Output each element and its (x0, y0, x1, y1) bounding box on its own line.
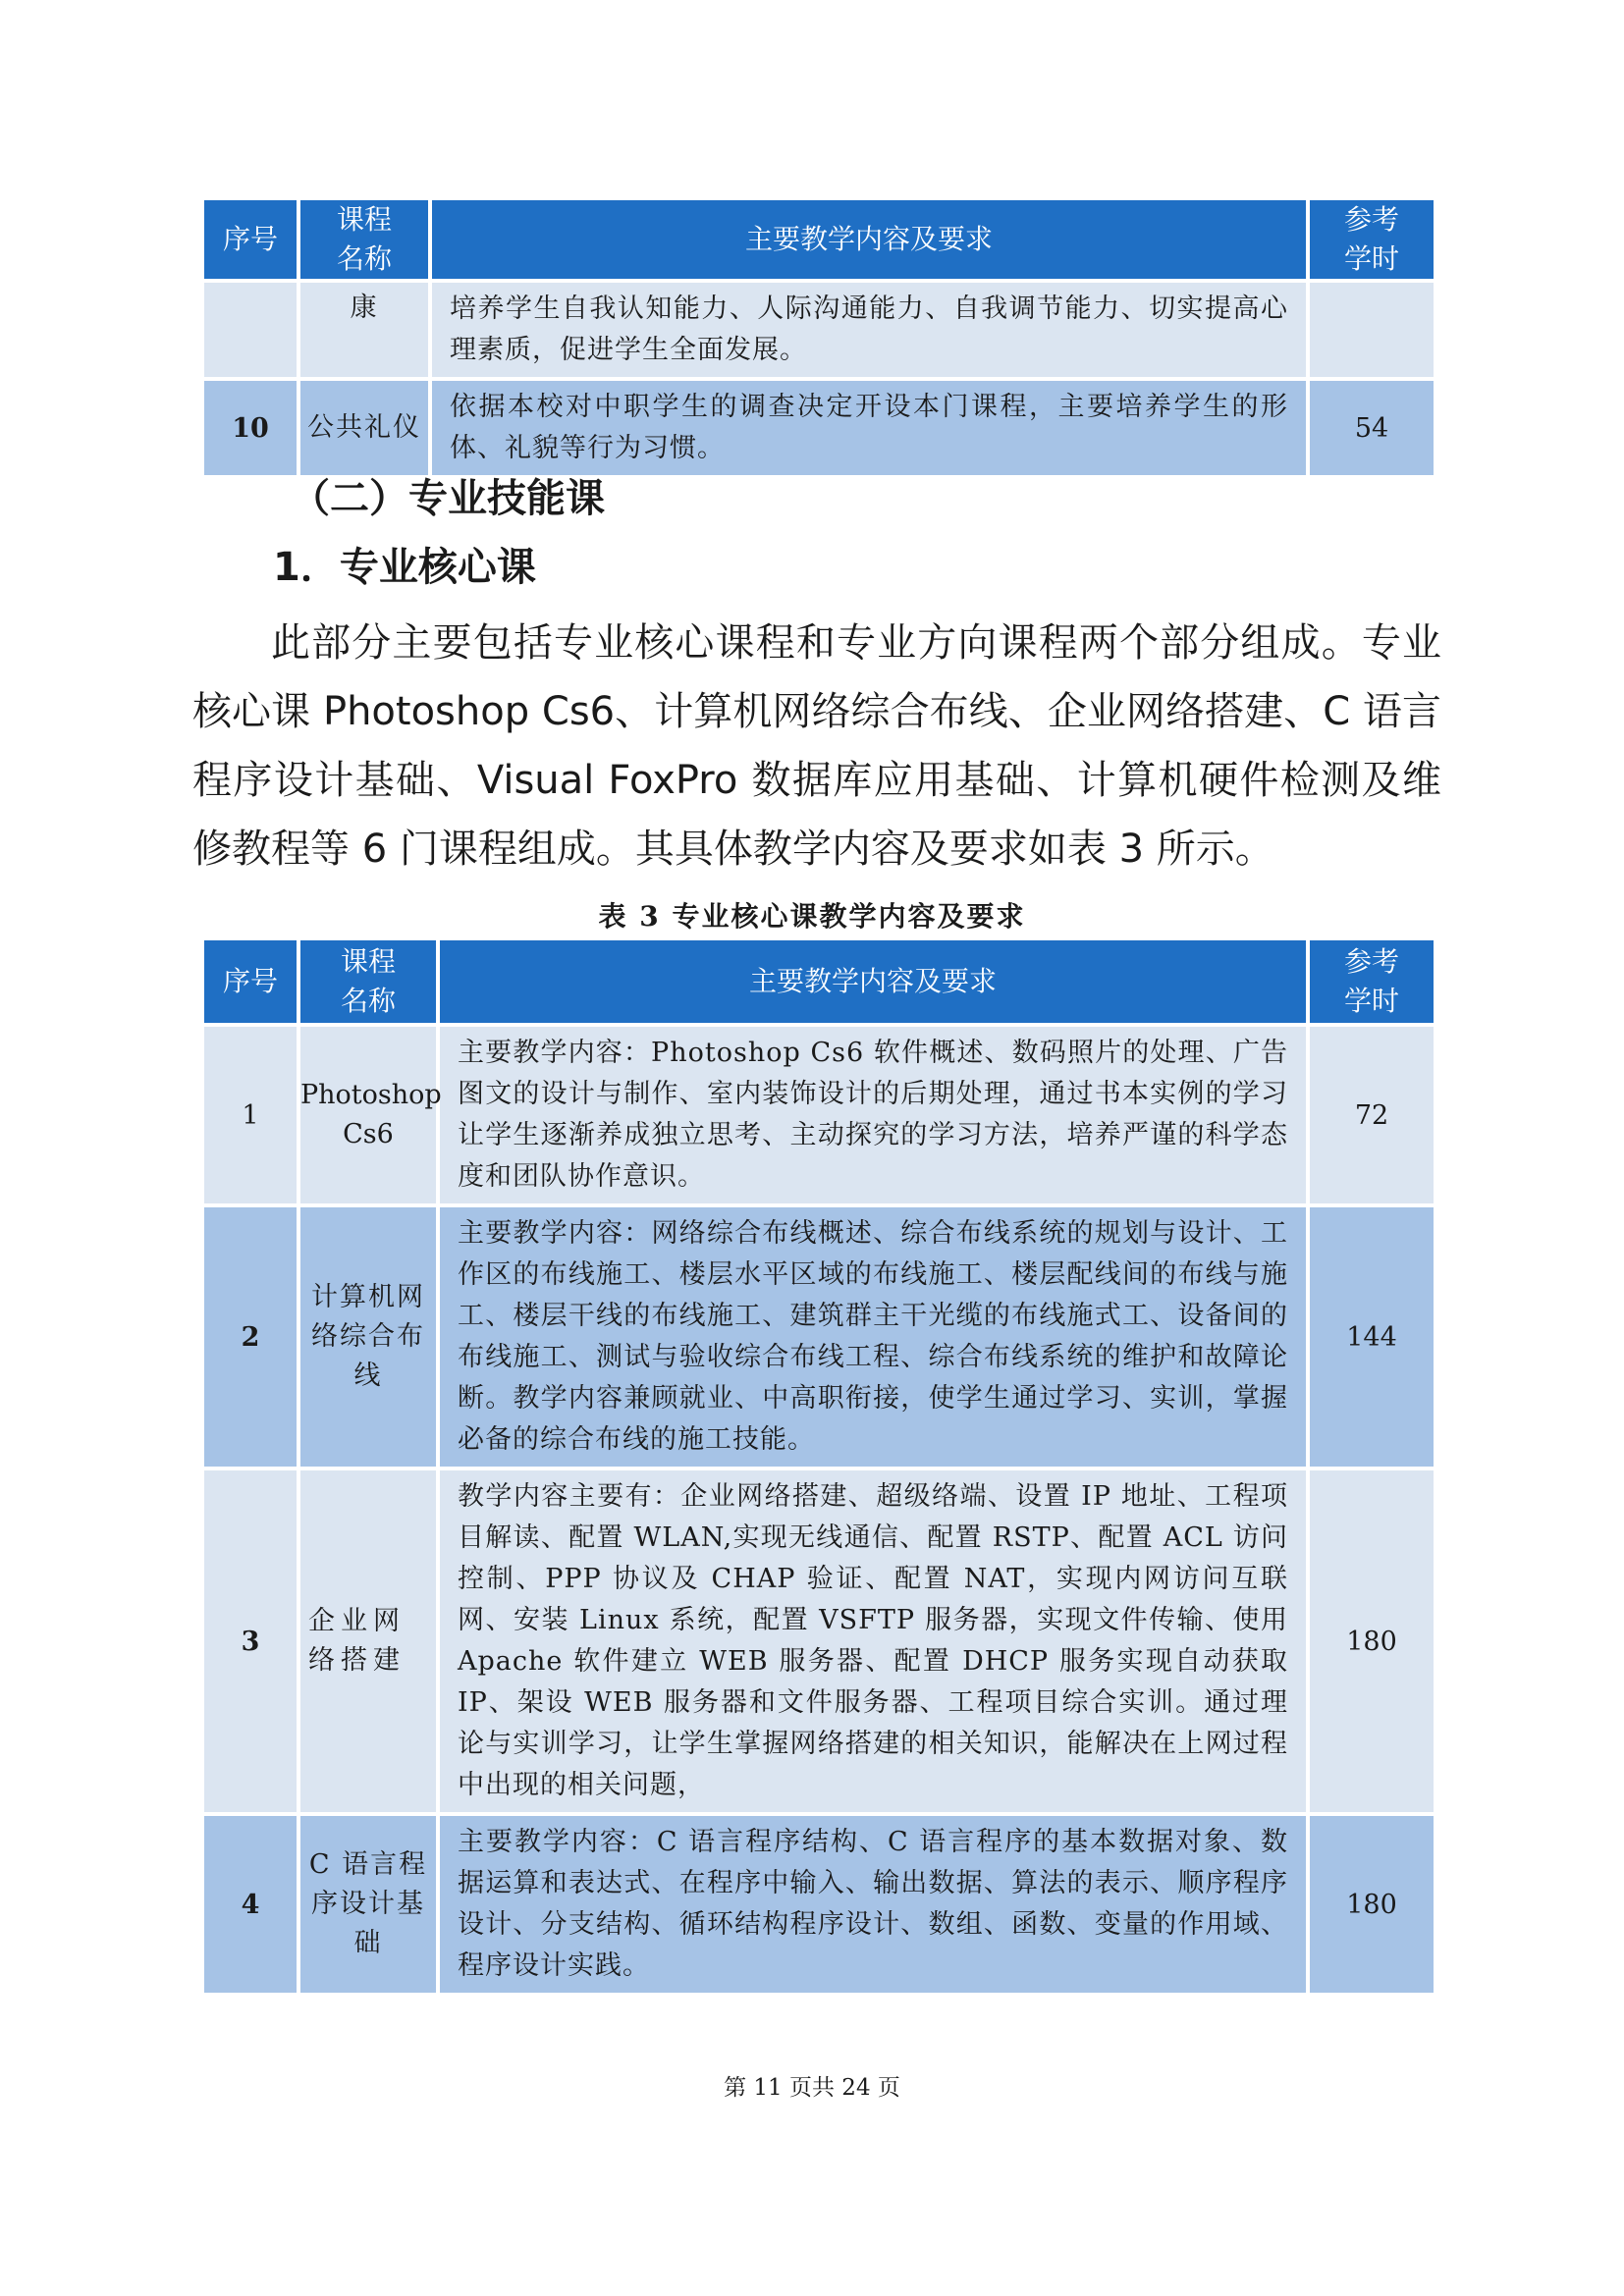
row-content: 依据本校对中职学生的调查决定开设本门课程，主要培养学生的形体、礼貌等行为习惯。 (430, 379, 1308, 477)
row-hours: 180 (1308, 1468, 1435, 1814)
page-footer: 第 11 页共 24 页 (724, 2075, 900, 2101)
row-course-name: 计算机网络综合布线 (298, 1205, 438, 1468)
row-content: 主要教学内容：Photoshop Cs6 软件概述、数码照片的处理、广告图文的设计与制作、室内装饰设计的后期处理，通过书本实例的学习让学生逐渐养成独立思考、主动探究的学习方法，培养严谨的科学态度和团队协作意识。 (438, 1025, 1308, 1205)
core-course-table (200, 936, 1437, 1997)
row-hours: 180 (1308, 1814, 1435, 1995)
table-row (202, 1468, 1435, 1814)
subsection-heading: 1．专业核心课 (273, 545, 536, 590)
row-course-name: C 语言程序设计基础 (298, 1814, 438, 1995)
header-name: 课程 名称 (298, 938, 438, 1025)
header-content: 主要教学内容及要求 (430, 198, 1308, 281)
table-row (202, 1205, 1435, 1468)
row-course-name: Photoshop Cs6 (298, 1025, 438, 1205)
row-course-name: 公共礼仪 (298, 379, 430, 477)
row-num: 2 (202, 1205, 298, 1468)
header-hours: 参考 学时 (1308, 198, 1435, 281)
row-content: 主要教学内容：C 语言程序结构、C 语言程序的基本数据对象、数据运算和表达式、在程序中输入、输出数据、算法的表示、顺序程序设计、分支结构、循环结构程序设计、数组、函数、变量的作用域、程序设计实践。 (438, 1814, 1308, 1995)
section-heading: （二）专业技能课 (291, 476, 605, 521)
row-course-name: 康 (298, 281, 430, 379)
row-content: 教学内容主要有：企业网络搭建、超级络端、设置 IP 地址、工程项目解读、配置 WLAN,实现无线通信、配置 RSTP、配置 ACL 访问控制、PPP 协议及 CHAP 验证、配置 NAT，实现内网访问互联网、安装 Linux 系统，配置 VSFTP 服务器，实现文件传输、使用 Apache 软件建立 WEB 服务器、配置 DHCP 服务实现自动获取 IP、架设 WEB 服务器和文件服务器、工程项目综合实训。通过理论与实训学习，让学生掌握网络搭建的相关知识，能解决在上网过程中出现的相关问题， (438, 1468, 1308, 1814)
row-hours: 72 (1308, 1025, 1435, 1205)
row-content: 主要教学内容：网络综合布线概述、综合布线系统的规划与设计、工作区的布线施工、楼层水平区域的布线施工、楼层配线间的布线与施工、楼层干线的布线施工、建筑群主干光缆的布线施式工、设备间的布线施工、测试与验收综合布线工程、综合布线系统的维护和故障论断。教学内容兼顾就业、中高职衔接，使学生通过学习、实训，掌握必备的综合布线的施工技能。 (438, 1205, 1308, 1468)
row-course-name: 企业网络搭建 (298, 1468, 438, 1814)
table-row (202, 379, 1435, 477)
row-hours: 144 (1308, 1205, 1435, 1468)
header-num: 序号 (202, 198, 298, 281)
table-caption: 表 3 专业核心课教学内容及要求 (598, 900, 1026, 933)
header-num: 序号 (202, 938, 298, 1025)
course-table-continued (200, 196, 1437, 479)
row-num (202, 281, 298, 379)
row-num: 3 (202, 1468, 298, 1814)
header-name: 课程 名称 (298, 198, 430, 281)
row-num: 10 (202, 379, 298, 477)
table-row (202, 1814, 1435, 1995)
row-num: 1 (202, 1025, 298, 1205)
row-hours (1308, 281, 1435, 379)
body-paragraph: 此部分主要包括专业核心课程和专业方向课程两个部分组成。专业核心课 Photoshop Cs6、计算机网络综合布线、企业网络搭建、C 语言程序设计基础、Visual FoxPro 数据库应用基础、计算机硬件检测及维修教程等 6 门课程组成。其具体教学内容及要求如表 3 所示。 (192, 620, 1441, 872)
table-row (202, 1025, 1435, 1205)
table-row (202, 281, 1435, 379)
row-hours: 54 (1308, 379, 1435, 477)
header-content: 主要教学内容及要求 (438, 938, 1308, 1025)
row-content: 培养学生自我认知能力、人际沟通能力、自我调节能力、切实提高心理素质，促进学生全面发展。 (430, 281, 1308, 379)
row-num: 4 (202, 1814, 298, 1995)
header-hours: 参考 学时 (1308, 938, 1435, 1025)
